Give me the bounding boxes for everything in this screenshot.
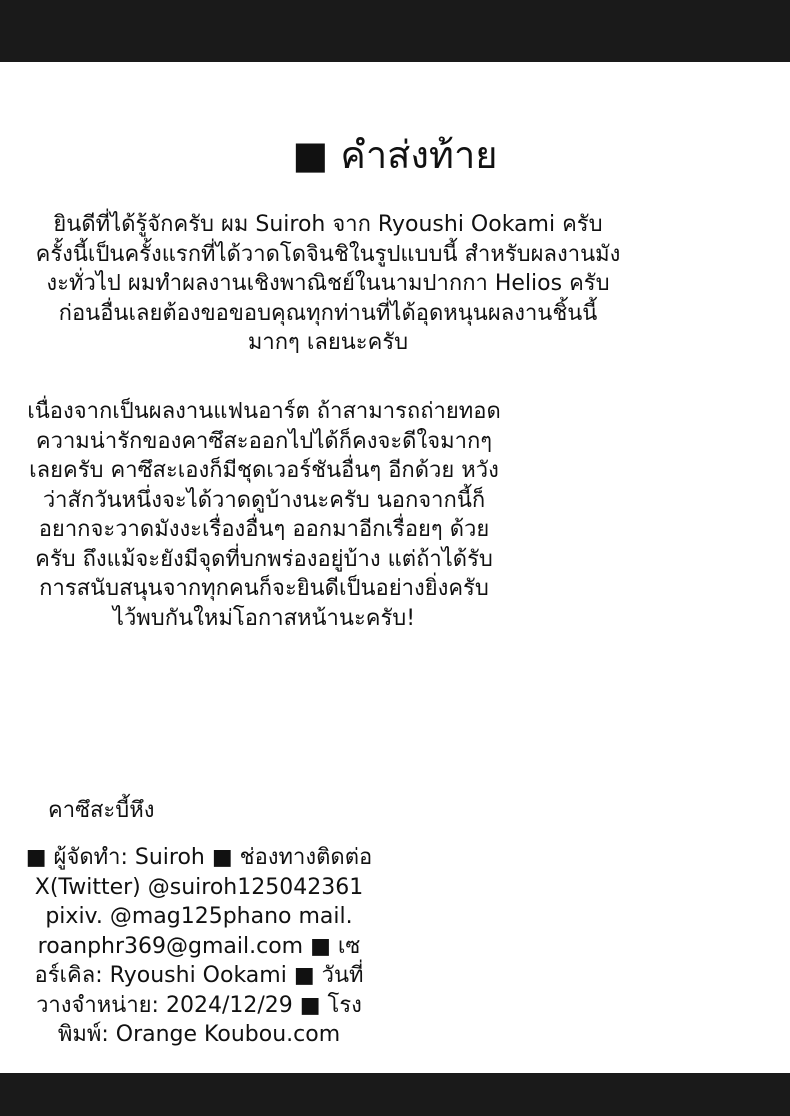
- credit-line: X(Twitter) @suiroh125042361: [34, 874, 364, 900]
- bottom-black-bar: [0, 1073, 790, 1116]
- signature: คาซึสะบี้หึง: [48, 798, 155, 823]
- credit-line: พิมพ์: Orange Koubou.com: [57, 1022, 341, 1047]
- top-black-bar: [0, 0, 790, 62]
- page-title: ■ คำส่งท้าย: [292, 133, 498, 178]
- text-line: การสนับสนุนจากทุกคนก็จะยินดีเป็นอย่างยิ่งครับ: [39, 576, 489, 601]
- credit-line: ■ ผู้จัดทำ: Suiroh ■ ช่องทางติดต่อ: [25, 845, 373, 870]
- text-line: เนื่องจากเป็นผลงานแฟนอาร์ต ถ้าสามารถถ่ายทอด: [27, 399, 501, 424]
- text-line: ยินดีที่ได้รู้จักครับ ผม Suiroh จาก Ryoushi Ookami ครับ: [53, 212, 603, 237]
- text-line: ความน่ารักของคาซึสะออกไปได้ก็คงจะดีใจมากๆ: [35, 428, 493, 454]
- text-line: ครั้งนี้เป็นครั้งแรกที่ได้วาดโดจินชิในรูปแบบนี้ สำหรับผลงานมัง: [35, 241, 621, 267]
- text-line: ก่อนอื่นเลยต้องขอขอบคุณทุกท่านที่ได้อุดหนุนผลงานชิ้นนี้: [58, 300, 598, 326]
- credit-line: roanphr369@gmail.com ■ เซ: [37, 933, 361, 959]
- text-line: ว่าสักวันหนึ่งจะได้วาดดูบ้างนะครับ นอกจากนี้ก็: [42, 487, 486, 513]
- text-line: ครับ ถึงแม้จะยังมีจุดที่บกพร่องอยู่บ้าง แต่ถ้าได้รับ: [35, 546, 493, 572]
- text-line: เลยครับ คาซึสะเองก็มีชุดเวอร์ชันอื่นๆ อีกด้วย หวัง: [29, 458, 499, 483]
- text-line: มากๆ เลยนะครับ: [247, 330, 409, 355]
- credit-line: วางจำหน่าย: 2024/12/29 ■ โรง: [36, 992, 362, 1018]
- credit-line: pixiv. @mag125phano mail.: [45, 904, 353, 929]
- afterword-paragraph-1: [0, 210, 656, 358]
- credit-line: อร์เคิล: Ryoushi Ookami ■ วันที่: [34, 963, 364, 988]
- text-line: ไว้พบกันใหม่โอกาสหน้านะครับ!: [112, 605, 416, 631]
- afterword-paragraph-2: [0, 397, 528, 633]
- text-line: อยากจะวาดมังงะเรื่องอื่นๆ ออกมาอีกเรื่อยๆ ด้วย: [38, 517, 490, 542]
- text-line: งะทั่วไป ผมทำผลงานเชิงพาณิชย์ในนามปากกา Helios ครับ: [46, 271, 610, 296]
- colophon-credits: [0, 843, 398, 1050]
